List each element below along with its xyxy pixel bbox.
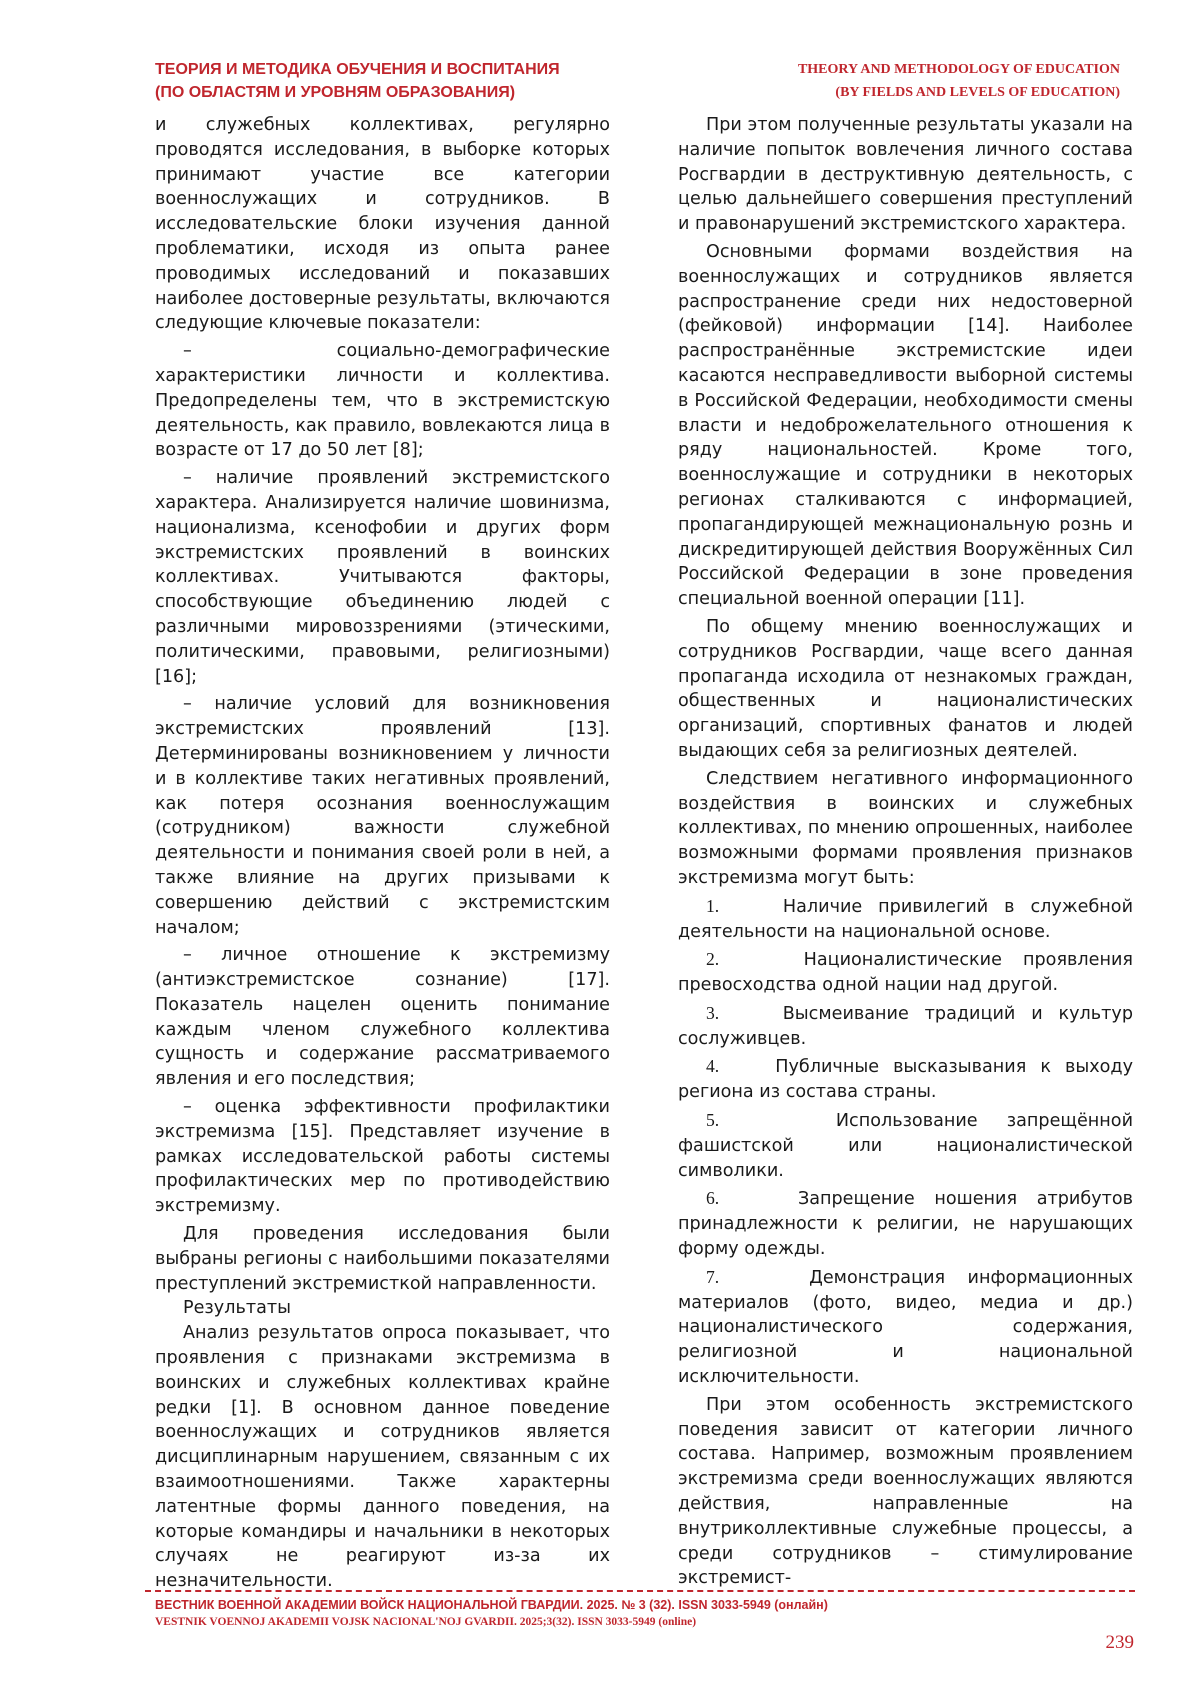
header-right-line2: (BY FIELDS AND LEVELS OF EDUCATION) [835,85,1120,100]
section-heading-results: Результаты [183,1298,291,1319]
paragraph: При этом особенность экстремистского поведения зависит от категории личного состава. Например, возможным проявлением экстремизма среди военнослужащих являются действия, направленные на внутриколлективные служебные процессы, а среди сотрудников – стимулирование экстремист- [678,1394,1133,1589]
left-column [155,113,610,1594]
list-number: 3. [706,1002,720,1023]
list-text: Демонстрация информационных материалов (фото, видео, медиа и др.) националистического содержания, религиозной и национальной исключительности. [678,1267,1134,1388]
list-number: 6. [706,1188,720,1209]
list-number: 7. [706,1266,720,1287]
list-number: 2. [706,949,720,970]
footer-divider [145,1590,1135,1592]
paragraph: – социально-демографические характеристики личности и коллектива. Предопределены тем, что в экстремистскую деятельность, как правило, вовлекаются лица в возрасте от 17 до 50 лет [8]; [155,341,610,461]
header-right [798,58,1120,104]
header-left [155,58,560,104]
list-number: 5. [706,1110,720,1131]
paragraph: Анализ результатов опроса показывает, что проявления с признаками экстремизма в воинских и служебных коллективах крайне редки [1]. В основном данное поведение военнослужащих и сотрудников является дисциплинарным нарушением, связанным с их взаимоотношениями. Также характерны латентные формы данного поведения, на которые командиры и начальники в некоторых случаях не реагируют из-за их незначительности. [155,1323,610,1592]
paragraph: – наличие условий для возникновения экстремистских проявлений [13]. Детерминированы возникновением у личности и в коллективе таких негативных проявлений, как потеря осознания военнослужащим (сотрудником) важности служебной деятельности и понимания своей роли в ней, а также влияние на других призывами к совершению действий с экстремистским началом; [155,694,610,938]
list-number: 4. [706,1056,720,1077]
list-item [678,1265,1133,1390]
footer-journal-en: VESTNIK VOENNOJ AKADEMII VOJSK NACIONAL'NOJ GVARDII. 2025;3(32). ISSN 3033-5949 (online) [155,1616,697,1628]
list-item [678,1186,1133,1261]
list-text: Националистические проявления превосходства одной нации над другой. [678,950,1133,996]
right-column [678,113,1133,1591]
paragraph: Следствием негативного информационного воздействия в воинских и служебных коллективах, по мнению опрошенных, наиболее возможными формами проявления признаков экстремизма могут быть: [678,768,1133,888]
list-number: 1. [706,895,720,916]
list-text: Высмеивание традиций и культур сослуживцев. [678,1003,1133,1049]
list-text: Наличие привилегий в служебной деятельности на национальной основе. [678,896,1134,942]
list-text: Публичные высказывания к выходу региона из состава страны. [678,1057,1133,1103]
list-item [678,1108,1133,1183]
page-number: 239 [1105,1632,1134,1653]
list-item [678,1001,1133,1052]
article-body [155,113,1134,1592]
list-item [678,1054,1133,1105]
paragraph: По общему мнению военнослужащих и сотрудников Росгвардии, чаще всего данная пропаганда исходила от незнакомых граждан, общественных и националистических организаций, спортивных фанатов и людей выдающих себя за религиозных деятелей. [678,616,1133,761]
list-item [678,947,1133,998]
paragraph: – личное отношение к экстремизму (антиэкстремистское сознание) [17]. Показатель нацелен оценить понимание каждым членом служебного коллектива сущность и содержание рассматриваемого явления и его последствия; [155,945,610,1090]
paragraph: – наличие проявлений экстремистского характера. Анализируется наличие шовинизма, национализма, ксенофобии и других форм экстремистских проявлений в воинских коллективах. Учитываются факторы, способствующие объединению людей с различными мировоззрениями (этическими, политическими, правовыми, религиозными) [16]; [155,468,610,687]
list-item [678,894,1133,945]
running-header [155,58,1120,108]
header-right-line1: THEORY AND METHODOLOGY OF EDUCATION [797,62,1120,77]
list-text: Запрещение ношения атрибутов принадлежности к религии, не нарушающих форму одежды. [678,1189,1134,1260]
paragraph: Основными формами воздействия на военнослужащих и сотрудников является распространение среди них недостоверной (фейковой) информации [14]. Наиболее распространённые экстремистские идеи касаются несправедливости выборной системы в Российской Федерации, необходимости смены власти и недоброжелательного отношения к ряду национальностей. Кроме того, военнослужащие и сотрудники в некоторых регионах сталкиваются с информацией, пропагандирующей межнациональную рознь и дискредитирующей действия Вооружённых Сил Российской Федерации в зоне проведения специальной военной операции [11]. [678,241,1133,610]
header-left-line1: ТЕОРИЯ И МЕТОДИКА ОБУЧЕНИЯ И ВОСПИТАНИЯ [155,61,560,78]
footer-journal-ru: ВЕСТНИК ВОЕННОЙ АКАДЕМИИ ВОЙСК НАЦИОНАЛЬНОЙ ГВАРДИИ. 2025. № 3 (32). ISSN 3033-5949 (онлайн) [155,1598,828,1612]
paragraph: и служебных коллективах, регулярно проводятся исследования, в выборке которых принимают участие все категории военнослужащих и сотрудников. В исследовательские блоки изучения данной проблематики, исходя из опыта ранее проводимых исследований и показавших наиболее достоверные результаты, включаются следующие ключевые показатели: [155,115,610,334]
list-text: Использование запрещённой фашистской или националистической символики. [678,1111,1133,1181]
paragraph: Для проведения исследования были выбраны регионы с наибольшими показателями преступлений экстремисткой направленности. [155,1224,610,1294]
paragraph: – оценка эффективности профилактики экстремизма [15]. Представляет изучение в рамках исследовательской работы системы профилактических мер по противодействию экстремизму. [155,1097,610,1217]
header-left-line2: (ПО ОБЛАСТЯМ И УРОВНЯМ ОБРАЗОВАНИЯ) [155,84,516,101]
paragraph: При этом полученные результаты указали на наличие попыток вовлечения личного состава Росгвардии в деструктивную деятельность, с целью дальнейшего совершения преступлений и правонарушений экстремистского характера. [678,115,1133,235]
